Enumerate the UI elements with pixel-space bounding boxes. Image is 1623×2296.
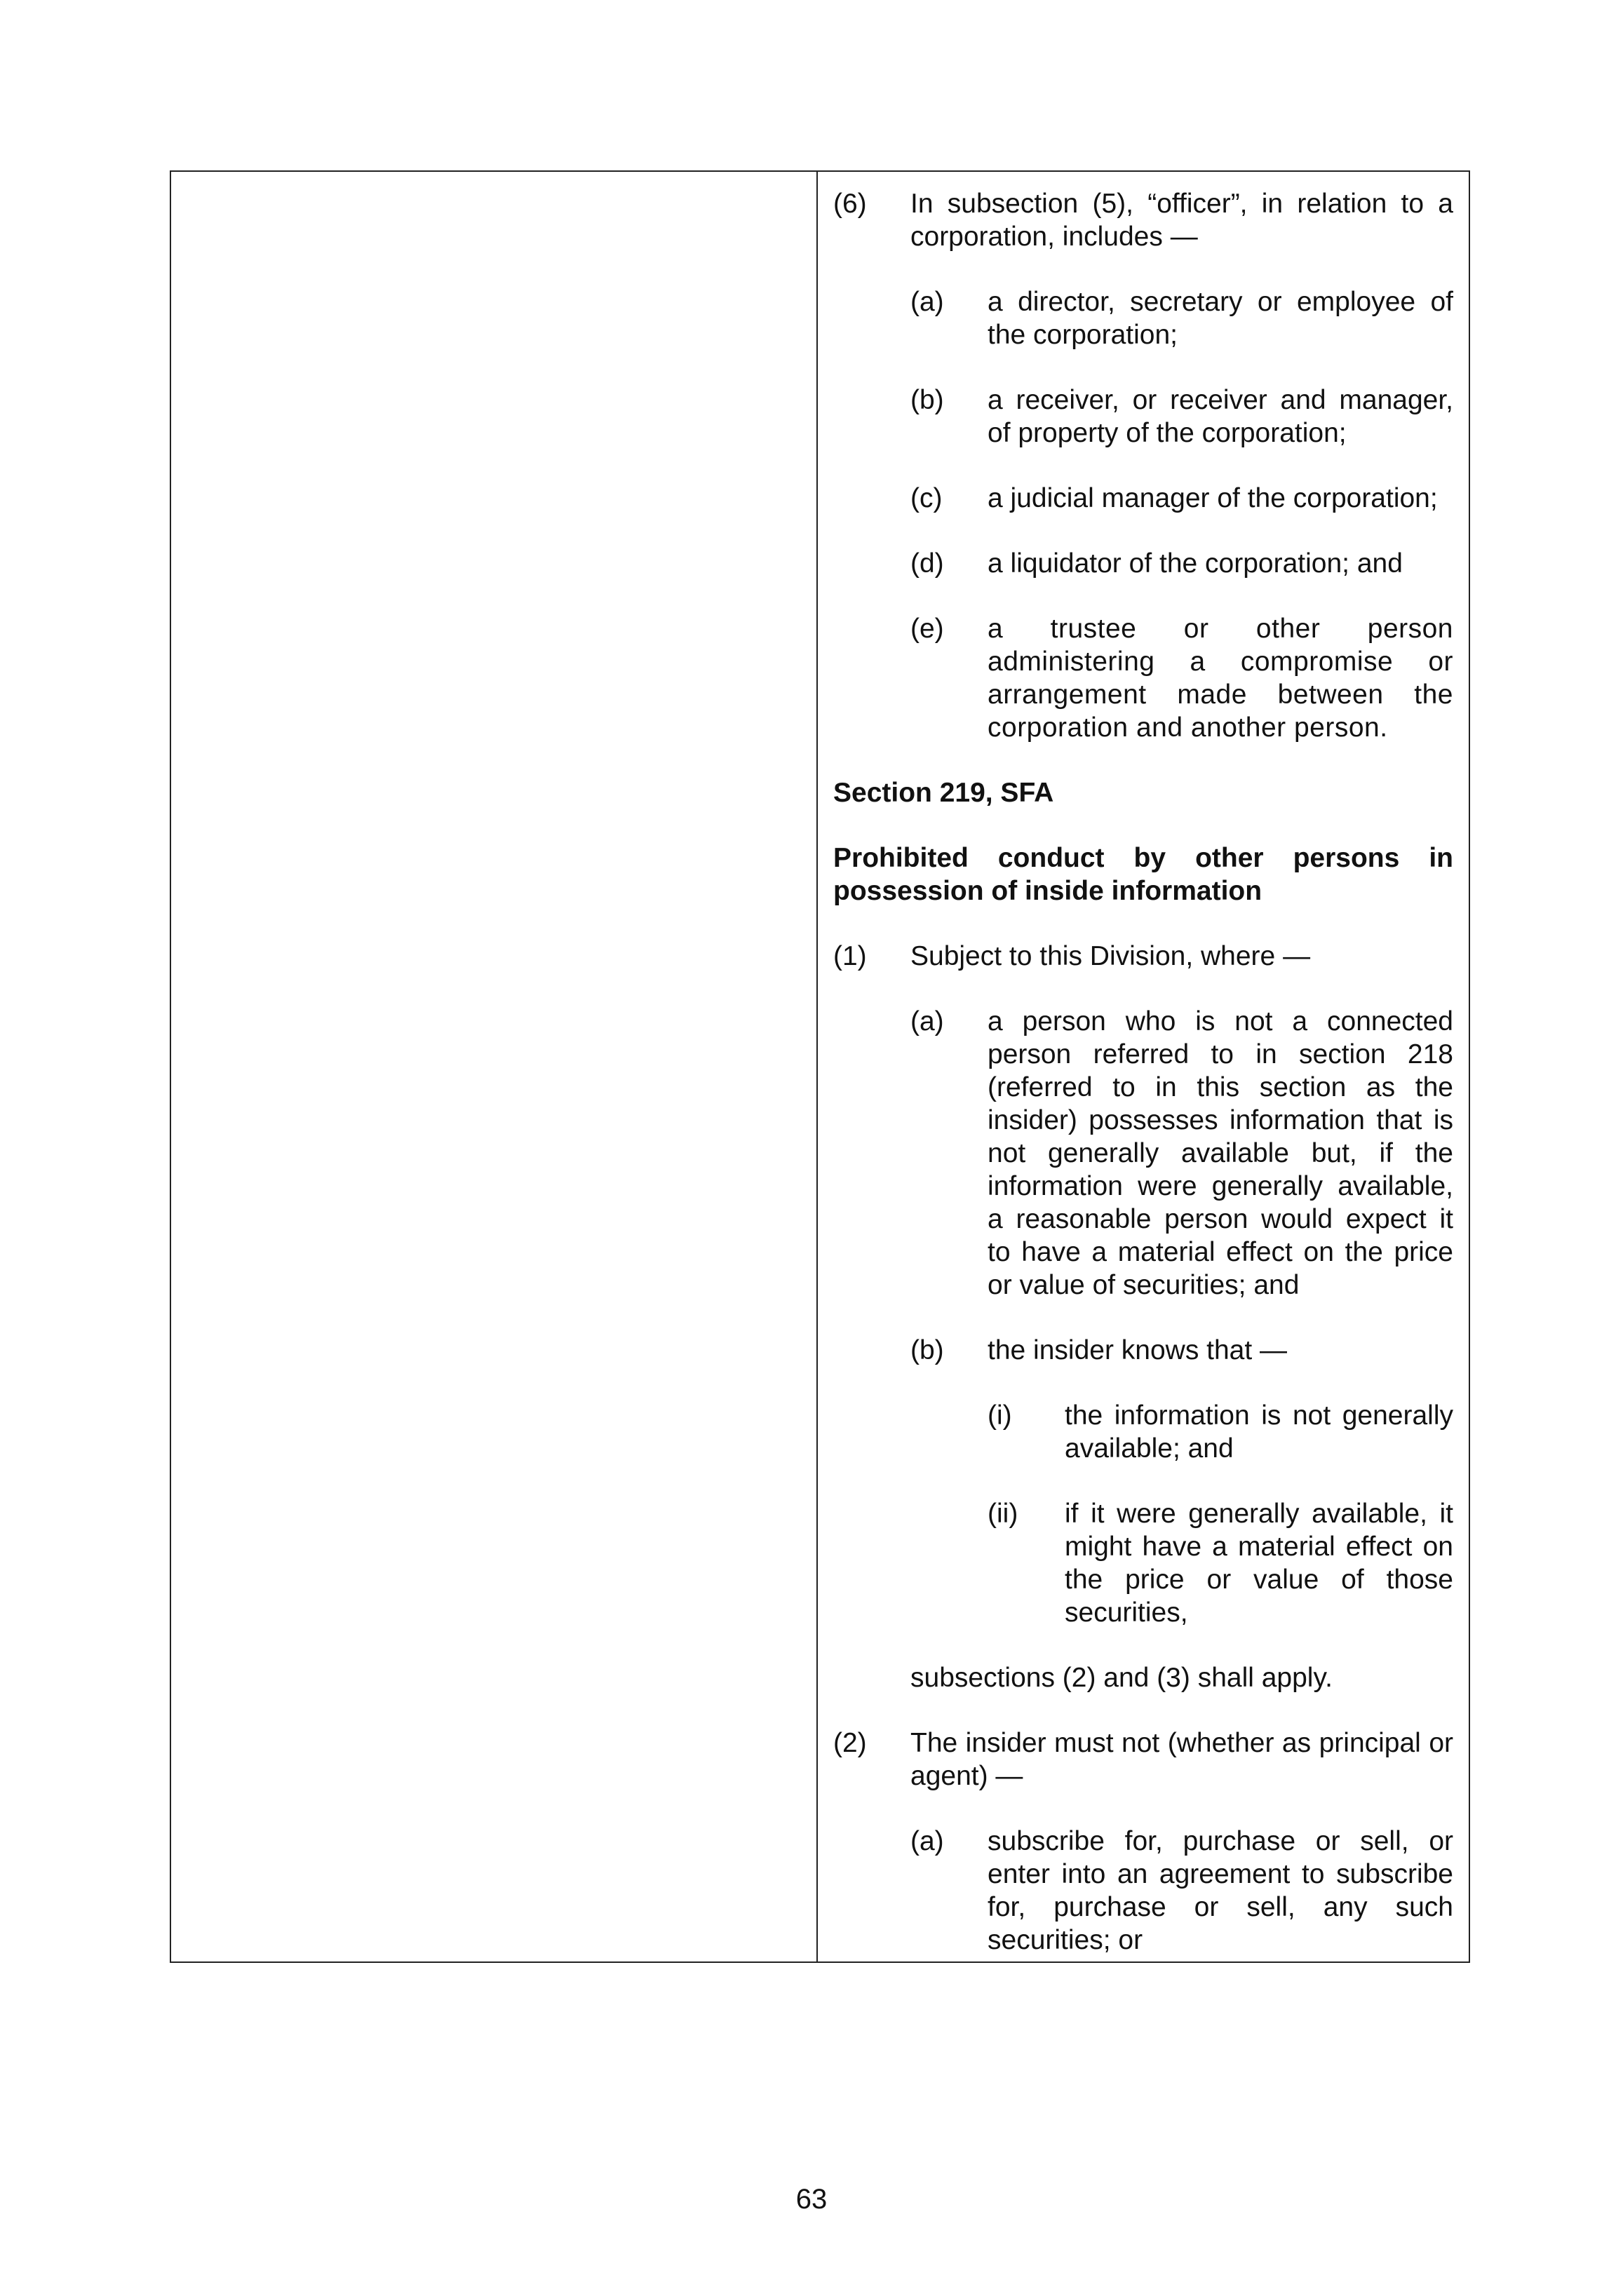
paragraph-1a xyxy=(833,1005,1453,1302)
paragraph-text: subscribe for, purchase or sell, or enter into an agreement to subscribe for, purchase or sell, any such securities; or xyxy=(988,1826,1453,1955)
left-column-empty xyxy=(171,172,818,1961)
subparagraph-number: (ii) xyxy=(988,1499,1018,1529)
section-heading: Prohibited conduct by other persons in possession of inside information xyxy=(833,843,1453,906)
right-column-text xyxy=(818,172,1469,1961)
section-title: Section 219, SFA xyxy=(833,778,1054,808)
paragraph-text: a person who is not a connected person referred to in section 218 (referred to in this section as the insider) possesses information that is not generally available but, if the information were generally available, a reasonable person would expect it to have a material effect on the price or value of securities; and xyxy=(988,1006,1453,1300)
paragraph-number: (a) xyxy=(910,1006,944,1036)
paragraph-number: (c) xyxy=(910,483,943,513)
subsection-2 xyxy=(833,1727,1453,1792)
paragraph-text: a liquidator of the corporation; and xyxy=(988,548,1403,579)
paragraph-text: a trustee or other person administering a compromise or arrangement made between the corporation and another person. xyxy=(988,614,1453,743)
paragraph-number: (b) xyxy=(910,385,944,415)
paragraph-6b xyxy=(833,384,1453,450)
subparagraph-text: the information is not generally available; and xyxy=(1065,1400,1453,1464)
subsection-1-closing: subsections (2) and (3) shall apply. xyxy=(910,1663,1333,1693)
paragraph-number: (d) xyxy=(910,548,944,579)
paragraph-text: a receiver, or receiver and manager, of property of the corporation; xyxy=(988,385,1453,448)
subparagraph-1b-ii xyxy=(833,1497,1453,1629)
paragraph-number: (e) xyxy=(910,614,944,644)
subparagraph-1b-i xyxy=(833,1399,1453,1465)
paragraph-text: the insider knows that — xyxy=(988,1335,1288,1365)
paragraph-number: (a) xyxy=(910,1826,944,1856)
subsection-text: Subject to this Division, where — xyxy=(910,941,1311,971)
paragraph-6d xyxy=(833,547,1453,580)
subsection-number: (1) xyxy=(833,941,867,971)
paragraph-6c xyxy=(833,482,1453,515)
statute-table xyxy=(170,170,1470,1963)
page-number: 63 xyxy=(795,2184,828,2215)
subsection-number: (2) xyxy=(833,1728,867,1758)
subsection-text: In subsection (5), “officer”, in relation to a corporation, includes — xyxy=(910,189,1453,252)
subsection-6 xyxy=(833,187,1453,253)
paragraph-number: (b) xyxy=(910,1335,944,1365)
paragraph-number: (a) xyxy=(910,287,944,317)
subsection-text: The insider must not (whether as principal or agent) — xyxy=(910,1728,1453,1791)
paragraph-1b xyxy=(833,1334,1453,1367)
subparagraph-text: if it were generally available, it might have a material effect on the price or value of those securities, xyxy=(1065,1499,1453,1628)
paragraph-6a xyxy=(833,285,1453,351)
subsection-number: (6) xyxy=(833,189,867,219)
subsection-1 xyxy=(833,940,1453,973)
subparagraph-number: (i) xyxy=(988,1400,1012,1431)
paragraph-text: a judicial manager of the corporation; xyxy=(988,483,1438,513)
paragraph-2a xyxy=(833,1825,1453,1957)
paragraph-6e xyxy=(833,612,1453,744)
paragraph-text: a director, secretary or employee of the corporation; xyxy=(988,287,1453,350)
